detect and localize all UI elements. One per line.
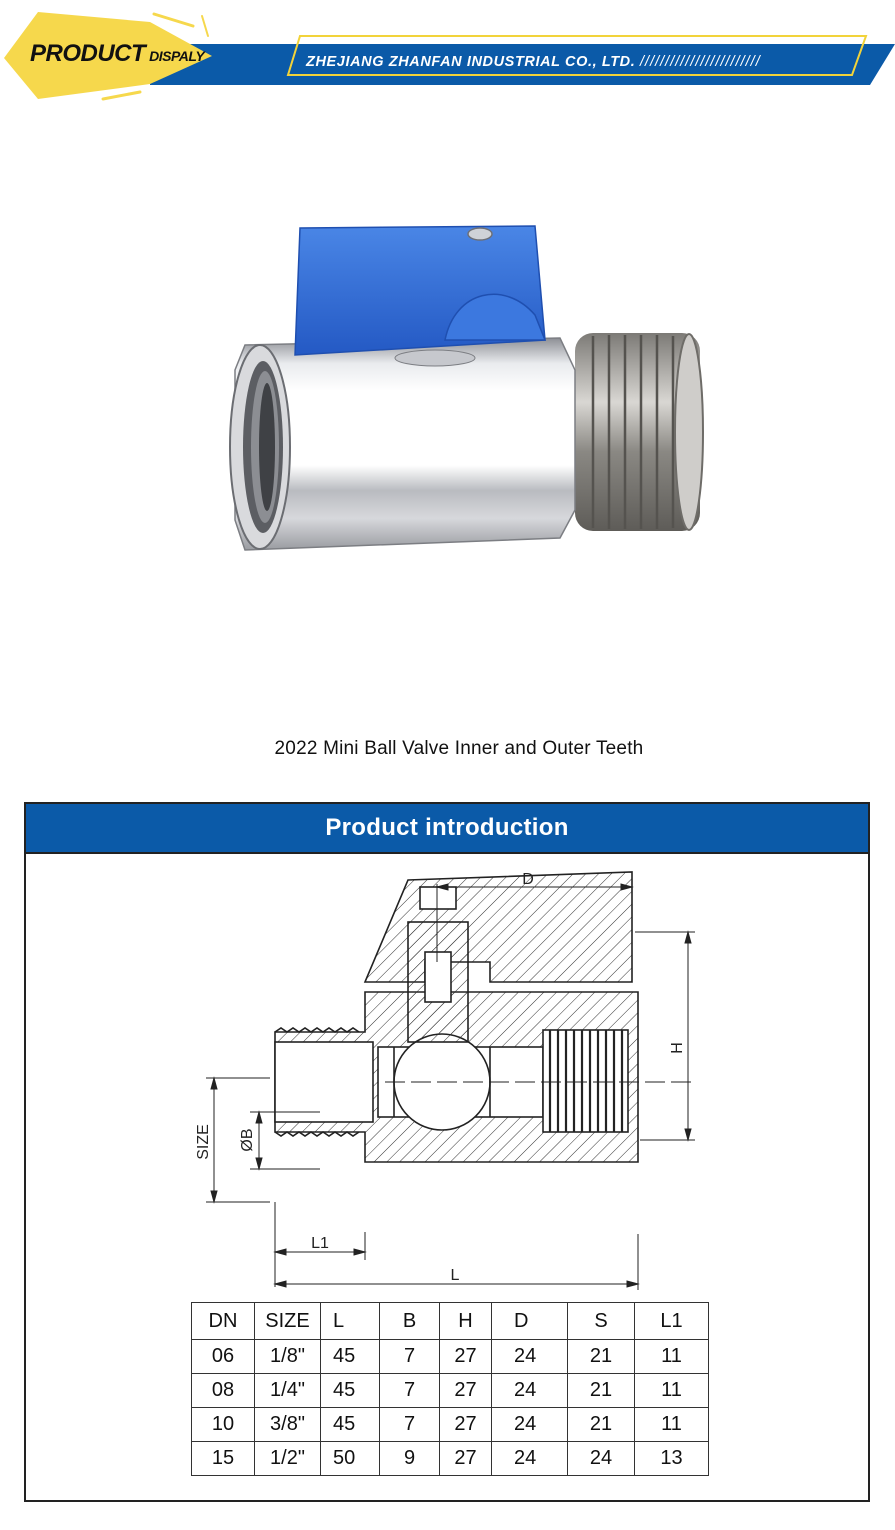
cell-size: 1/8" [255, 1340, 321, 1374]
dim-label-l1: L1 [311, 1235, 329, 1252]
product-image [215, 220, 715, 610]
cell-size: 1/4" [255, 1374, 321, 1408]
cell-s: 21 [568, 1340, 635, 1374]
col-header-l: L [321, 1303, 380, 1340]
cell-l: 50 [321, 1442, 380, 1476]
cell-h: 27 [440, 1408, 492, 1442]
cell-dn: 15 [192, 1442, 255, 1476]
technical-drawing [190, 862, 710, 1292]
cell-d: 24 [492, 1340, 568, 1374]
cell-s: 24 [568, 1442, 635, 1476]
table-row [192, 1442, 709, 1476]
cell-s: 21 [568, 1408, 635, 1442]
table-header-row [192, 1303, 709, 1340]
col-header-d: D [492, 1303, 568, 1340]
table-row [192, 1408, 709, 1442]
dim-label-b: ØB [239, 1128, 256, 1152]
col-header-dn: DN [192, 1303, 255, 1340]
col-header-s: S [568, 1303, 635, 1340]
cell-dn: 08 [192, 1374, 255, 1408]
product-display-label [30, 40, 204, 68]
cell-h: 27 [440, 1442, 492, 1476]
table-row [192, 1340, 709, 1374]
cell-l1: 11 [635, 1340, 709, 1374]
cell-b: 9 [380, 1442, 440, 1476]
company-name [306, 54, 761, 70]
product-caption: 2022 Mini Ball Valve Inner and Outer Teeth [274, 738, 644, 759]
cell-dn: 06 [192, 1340, 255, 1374]
cell-b: 7 [380, 1374, 440, 1408]
dim-label-size: SIZE [195, 1124, 212, 1160]
cell-d: 24 [492, 1442, 568, 1476]
banner-stripes: //////////////////////// [640, 54, 761, 70]
cell-b: 7 [380, 1340, 440, 1374]
cell-dn: 10 [192, 1408, 255, 1442]
cell-l: 45 [321, 1340, 380, 1374]
cell-size: 3/8" [255, 1408, 321, 1442]
cell-h: 27 [440, 1340, 492, 1374]
dim-label-l: L [450, 1267, 460, 1284]
dim-label-d: D [522, 871, 534, 888]
col-header-b: B [380, 1303, 440, 1340]
cell-b: 7 [380, 1408, 440, 1442]
header-banner [0, 0, 895, 110]
cell-size: 1/2" [255, 1442, 321, 1476]
cell-l1: 11 [635, 1408, 709, 1442]
cell-h: 27 [440, 1374, 492, 1408]
cell-s: 21 [568, 1374, 635, 1408]
cell-l1: 13 [635, 1442, 709, 1476]
col-header-h: H [440, 1303, 492, 1340]
spec-table [191, 1302, 709, 1476]
cell-l: 45 [321, 1374, 380, 1408]
col-header-l1: L1 [635, 1303, 709, 1340]
dim-label-h: H [669, 1042, 686, 1054]
cell-l1: 11 [635, 1374, 709, 1408]
intro-header-bar [26, 804, 868, 854]
cell-d: 24 [492, 1408, 568, 1442]
product-label-small: DISPALY [149, 48, 205, 64]
company-name-text: ZHEJIANG ZHANFAN INDUSTRIAL CO., LTD. [306, 54, 636, 70]
col-header-size: SIZE [255, 1303, 321, 1340]
cell-l: 45 [321, 1408, 380, 1442]
cell-d: 24 [492, 1374, 568, 1408]
intro-title: Product introduction [325, 814, 569, 841]
product-label-big: PRODUCT [30, 40, 146, 67]
table-row [192, 1374, 709, 1408]
